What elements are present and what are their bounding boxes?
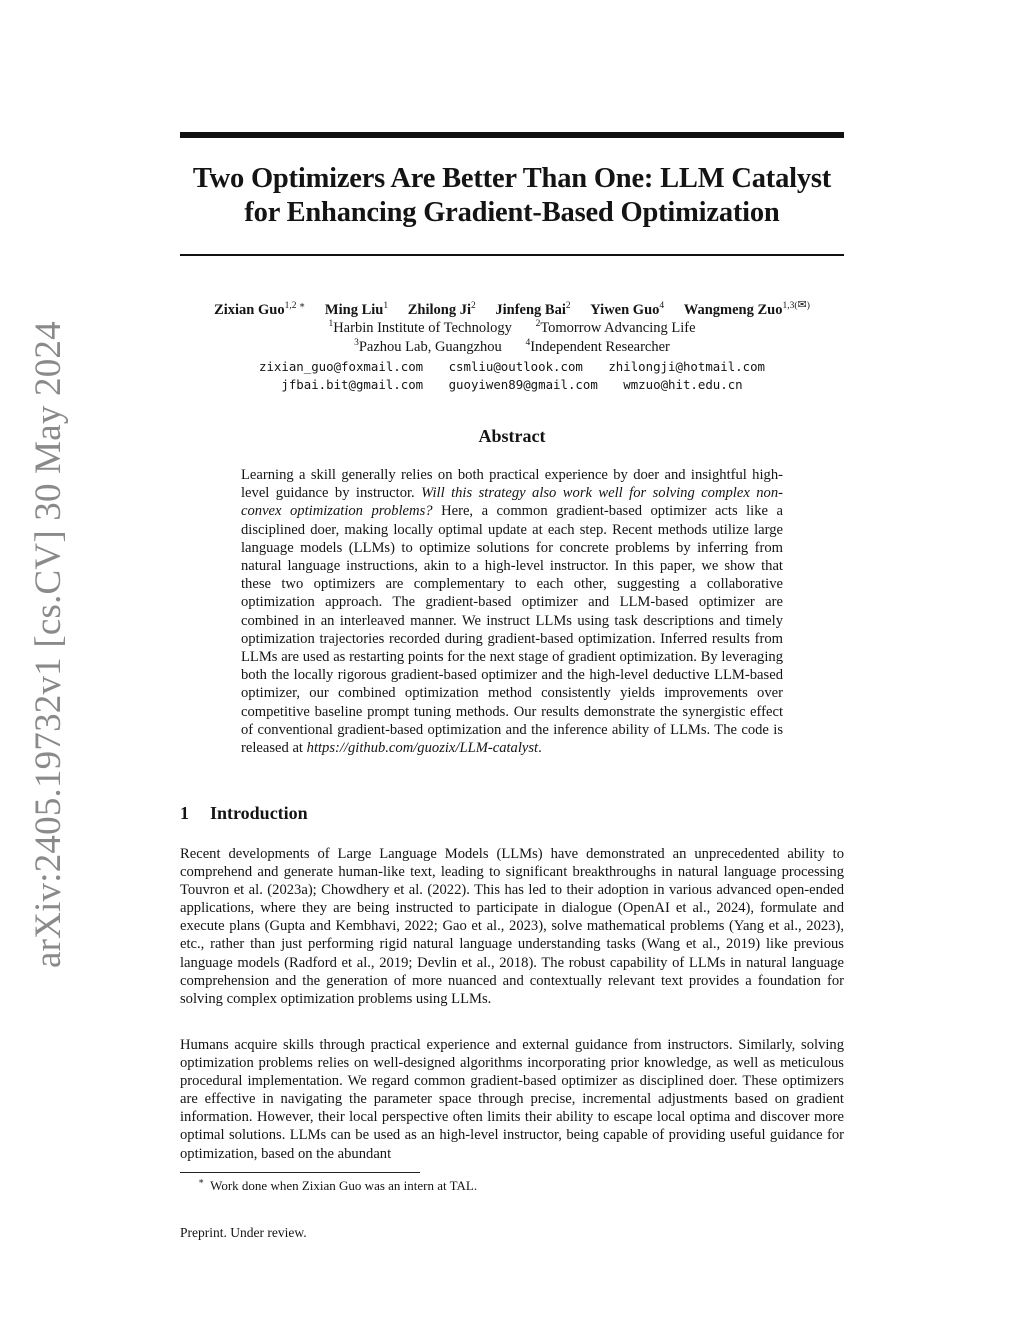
abstract-question: Will this strategy also work well for solving complex non-convex optimization problems? [241, 485, 783, 520]
footnote-text: Work done when Zixian Guo was an intern at TAL. [210, 1178, 478, 1193]
affiliation [328, 320, 511, 336]
paper-title [180, 162, 844, 230]
affiliation-row [180, 319, 844, 338]
author-list [150, 300, 874, 320]
author-affil-sup [782, 301, 809, 311]
code-link[interactable]: https://github.com/guozix/LLM-catalyst [306, 740, 539, 757]
affiliation-sup: 4 [525, 338, 531, 348]
title-line-2: for Enhancing Gradient-Based Optimization [244, 197, 780, 228]
affiliation-text: Harbin Institute of Technology [333, 320, 512, 336]
affiliation-sup: 1 [328, 319, 334, 329]
affiliation [536, 320, 696, 336]
abstract-body [241, 466, 783, 757]
email-row [180, 358, 844, 376]
author [408, 302, 476, 318]
email-address: zhilongji@hotmail.com [608, 359, 765, 374]
author-affil-sup-text: 1,3( [782, 301, 798, 311]
body-paragraph: Humans acquire skills through practical experience and external guidance from instructors. Similarly, solving optimization problems relies on well-designed algorithms incorporating prior knowledge, as well as meticulous procedural implementation. We regard common gradient-based optimizer as disciplined doer. These optimizers are effective in navigating the parameter space through precise, incremental adjustments based on gradient information. However, their local perspective often limits their ability to escape local optima and discover more optimal solutions. LLMs can be used as an high-level instructor, being capable of providing useful guidance for optimization, based on the abundant [180, 1037, 844, 1162]
author [325, 302, 388, 318]
page-footer: Preprint. Under review. [180, 1225, 307, 1240]
affiliation [525, 339, 669, 355]
abstract-text: Here, a common gradient-based optimizer acts like a disciplined doer, making locally optimal update at each step. Recent methods utilize large language models (LLMs) to optimize solutions for concrete problems by inferring from natural language instructions, akin to a high-level instructor. In this paper, we show that these two optimizers are complementary to each other, suggesting a collaborative optimization approach. The gradient-based optimizer and LLM-based optimizer are combined in an interleaved manner. We instruct LLMs using task descriptions and timely optimization trajectories recorded during gradient-based optimization. Inferred results from LLMs are used as restarting points for the next stage of gradient optimization. By leveraging both the locally rigorous gradient-based optimizer and the high-level deductive LLM-based optimizer, our combined optimization method consistently yields improvements over competitive baseline prompt tuning methods. Our results demonstrate the synergistic effect of conventional gradient-based optimization and the inference ability of LLMs. The code is released at [241, 503, 783, 757]
section-number: 1 [180, 803, 189, 823]
author-affil-sup: 2 [470, 301, 476, 311]
author-name: Wangmeng Zuo [683, 302, 783, 318]
arxiv-side-stamp: arXiv:2405.19732v1 [cs.CV] 30 May 2024 [28, 321, 69, 968]
affiliation-sup: 3 [354, 338, 359, 348]
author-name: Ming Liu [324, 302, 384, 318]
author-affil-sup-close: ) [806, 301, 810, 311]
affiliation-row [180, 338, 844, 357]
title-line-1: Two Optimizers Are Better Than One: LLM Catalyst [192, 163, 832, 194]
author-affil-sup: 2 [565, 301, 571, 311]
section-heading [180, 802, 308, 824]
footnote [198, 1177, 477, 1194]
author [683, 299, 810, 318]
author-affil-sup: 1 [383, 301, 389, 311]
author-affil-sup: 4 [659, 301, 665, 311]
affiliation-text: Independent Researcher [530, 339, 670, 355]
abstract-text-end: . [538, 740, 542, 757]
section-title: Introduction [210, 803, 308, 823]
author-name: Jinfeng Bai [495, 302, 566, 318]
email-address: zixian_guo@foxmail.com [259, 359, 424, 374]
author-name: Zhilong Ji [407, 302, 471, 318]
author-name: Yiwen Guo [590, 302, 660, 318]
author-affil-sup: 1,2 ∗ [284, 301, 306, 311]
author-name: Zixian Guo [214, 302, 285, 318]
abstract-text: Learning a skill generally relies on both practical experience by doer and insightful high-level guidance by instructor. [241, 467, 783, 502]
email-address: csmliu@outlook.com [448, 359, 583, 374]
body-paragraph: Recent developments of Large Language Models (LLMs) have demonstrated an unprecedented ability to comprehend and generate human-like text, leading to significant breakthroughs in natural language processing Touvron et al. (2023a); Chowdhery et al. (2022). This has led to their adoption in various advanced open-ended applications, where they are being instructed to participate in dialogue (OpenAI et al., 2024), formulate and execute plans (Gupta and Kembhavi, 2022; Gao et al., 2023), solve mathematical problems (Yang et al., 2023), etc., rather than just performing rigid natural language understanding tasks (Wang et al., 2019) like previous language models (Radford et al., 2019; Devlin et al., 2018). The robust capability of LLMs in natural language comprehension and the generation of more nuanced and contextually relevant text provides a foundation for solving complex optimization problems using LLMs. [180, 846, 844, 1007]
footnote-mark: ∗ [198, 1176, 205, 1186]
title-rule-bottom [180, 254, 844, 256]
affiliation-text: Pazhou Lab, Guangzhou [358, 339, 502, 355]
email-address: guoyiwen89@gmail.com [448, 377, 598, 392]
affiliation-sup: 2 [535, 319, 541, 329]
footnote-rule [180, 1172, 420, 1173]
title-rule-top [180, 132, 844, 138]
email-row [180, 376, 844, 394]
author [495, 302, 570, 318]
author [590, 302, 664, 318]
email-address: wmzuo@hit.edu.cn [623, 377, 743, 392]
email-address: jfbai.bit@gmail.com [281, 377, 424, 392]
envelope-icon: ✉ [797, 299, 807, 311]
author [214, 302, 305, 318]
affiliation [354, 339, 502, 355]
abstract-heading: Abstract [478, 426, 546, 446]
affiliation-text: Tomorrow Advancing Life [540, 320, 696, 336]
